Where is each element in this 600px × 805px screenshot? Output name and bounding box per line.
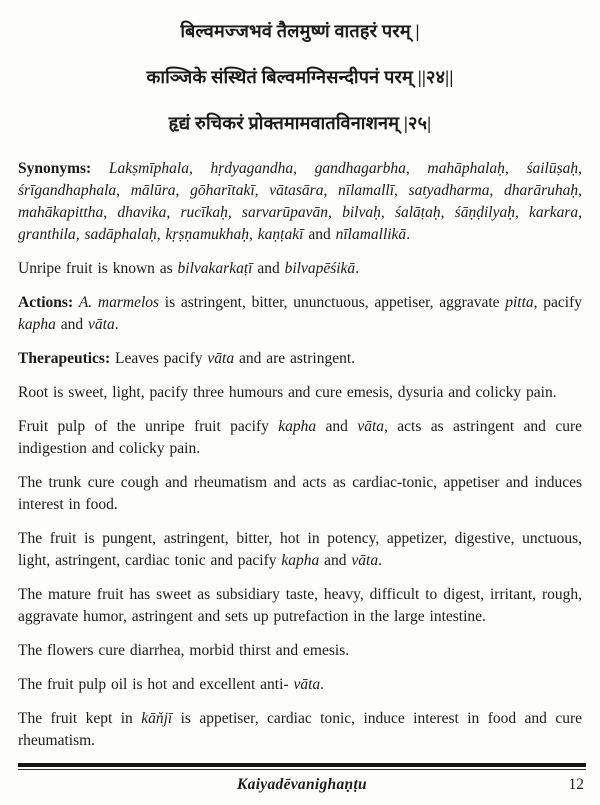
text-run: . [114, 316, 119, 333]
paragraph [18, 258, 582, 280]
text-run: Synonyms: [18, 160, 109, 177]
text-run: vāta [351, 552, 379, 569]
paragraph [18, 382, 582, 404]
text-run: and [303, 226, 336, 243]
text-run: bilvakarkaṭī [177, 260, 253, 277]
text-run: vāta [207, 350, 235, 367]
sanskrit-verse-line: हृद्यं रुचिकरं प्रोक्तमामवातविनाशनम् |२५| [168, 113, 432, 133]
paragraph [18, 584, 582, 628]
page-footer [18, 763, 586, 797]
text-run: kapha [278, 418, 317, 435]
text-run: and [252, 260, 285, 277]
paragraph [18, 292, 582, 336]
text-run: The fruit is pungent, astringent, bitter, hot in potency, appetizer, digestive, unctuous, light, astringent, cardiac tonic and pacify [18, 530, 582, 569]
text-run: kapha [18, 316, 56, 333]
text-run: Leaves pacify [115, 350, 208, 367]
sanskrit-verse-block [18, 16, 582, 134]
text-run: and [319, 552, 352, 569]
text-run: is appetiser, cardiac tonic, induce interest in food and cure rheumatism. [18, 710, 582, 749]
text-run: and are astringent. [234, 350, 356, 367]
paragraph [18, 528, 582, 572]
text-run: . [320, 676, 325, 693]
paragraph [18, 416, 582, 460]
text-run: kapha [281, 552, 320, 569]
text-run: vāta [293, 676, 321, 693]
text-run: Unripe fruit is known as [18, 260, 178, 277]
text-run: . [406, 226, 411, 243]
paragraph [18, 708, 582, 752]
text-run: and [316, 418, 358, 435]
text-run: . [355, 260, 360, 277]
text-run: Therapeutics: [18, 350, 116, 367]
text-run: and [55, 316, 89, 333]
text-run: , pacify [533, 294, 583, 311]
sanskrit-verse-line: काञ्जिके संस्थितं बिल्वमग्निसन्दीपनं परम् ||२४|| [146, 67, 454, 87]
paragraph [18, 348, 582, 370]
text-run: A. marmelos [78, 294, 160, 311]
text-run: bilvapēśikā [284, 260, 356, 277]
text-run: vāta [357, 418, 384, 435]
text-run: Root is sweet, light, pacify three humours and cure emesis, dysuria and colicky pain. [18, 384, 557, 401]
text-run: pitta [505, 294, 534, 311]
text-run: Lakṣmīphala, hṛdyagandha, gandhagarbha, mahāphalaḥ, śailūṣaḥ, śrīgandhaphala, mālūra, gōharītakī, vātasāra, nīlamallī, satyadharma, dharāruhaḥ, mahākapittha, dhavika, rucīkaḥ, sarvarūpavān, bilvaḥ, śalāṭaḥ, śāṇḍilyaḥ, karkara, granthila, sadāphalaḥ, kṛṣṇamukhaḥ, kaṇṭakī [18, 160, 582, 243]
book-title: Kaiyadēvanighaṇṭu [237, 776, 367, 793]
text-run: nīlamallikā [335, 226, 407, 243]
text-run: is astringent, bitter, ununctuous, appetiser, aggravate [159, 294, 506, 311]
text-run: , acts as astringent and cure indigestion and colicky pain. [18, 418, 582, 457]
footer-divider [18, 763, 586, 770]
text-run: The mature fruit has sweet as subsidiary taste, heavy, difficult to digest, irritant, rough, aggravate humor, astringent and sets up putrefaction in the large intestine. [18, 586, 582, 625]
text-run: . [378, 552, 382, 569]
text-run: Actions: [18, 294, 79, 311]
text-run: vāta [88, 316, 115, 333]
footer-row [18, 773, 586, 797]
text-run: kāňjī [141, 710, 173, 727]
paragraph [18, 674, 582, 696]
sanskrit-verse-line: बिल्वमज्जभवं तैलमुष्णं वातहरं परम् | [180, 21, 420, 41]
text-run: The fruit kept in [18, 710, 142, 727]
text-run: The flowers cure diarrhea, morbid thirst and emesis. [18, 642, 350, 659]
page-number: 12 [568, 776, 584, 793]
paragraph [18, 472, 582, 516]
paragraph [18, 158, 582, 246]
text-run: Fruit pulp of the unripe fruit pacify [18, 418, 279, 435]
text-run: The trunk cure cough and rheumatism and acts as cardiac-tonic, appetiser and induces interest in food. [18, 474, 582, 513]
paragraph [18, 640, 582, 662]
body-text [18, 158, 582, 752]
text-run: The fruit pulp oil is hot and excellent anti- [18, 676, 294, 693]
